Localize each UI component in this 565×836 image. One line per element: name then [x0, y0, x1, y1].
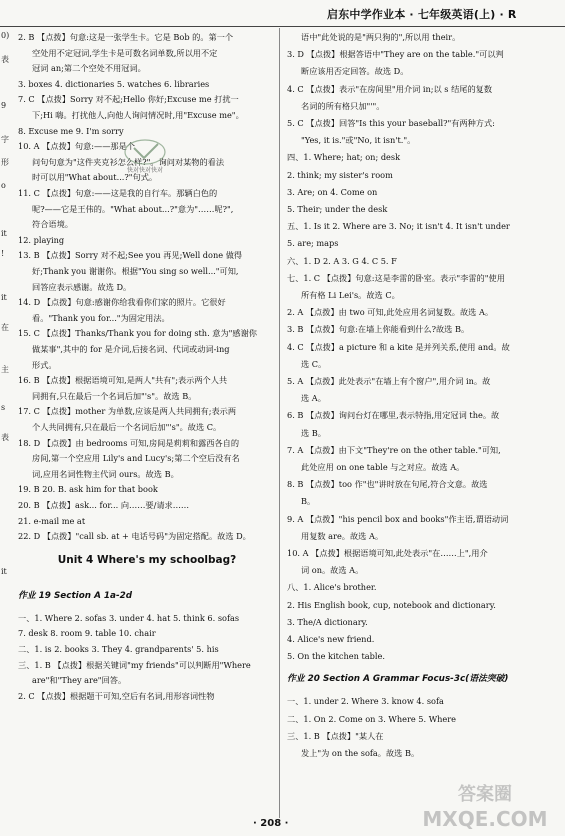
answer-line: 5. are; maps	[287, 238, 339, 249]
answer-line: 选 B。	[301, 427, 326, 438]
edge-fragment: 0)	[1, 31, 10, 40]
svg-text:快对快对快对: 快对快对快对	[126, 167, 164, 174]
edge-fragment: 表	[1, 55, 9, 64]
section-heading: 作业 19 Section A 1a-2d	[18, 590, 133, 601]
answer-line: 7. A 【点拨】由下文"They're on the other table."可知,	[287, 444, 501, 455]
answer-line: 回答应表示感谢。故选 D。	[32, 281, 132, 292]
answer-line: 形式。	[32, 359, 57, 370]
answer-line: 2. B 【点拨】句意:这是一张学生卡。它是 Bob 的。第一个	[18, 32, 234, 42]
edge-fragment: o	[1, 181, 6, 190]
page-header	[0, 6, 565, 24]
unit-title: Unit 4 Where's my schoolbag?	[57, 553, 237, 566]
answer-line: 5. Their; under the desk	[287, 204, 388, 214]
edge-fragment: it	[1, 293, 7, 302]
answer-line: B。	[301, 496, 316, 507]
header-rule	[0, 26, 565, 27]
answer-line: 15. C 【点拨】Thanks/Thank you for doing sth. 意为"感谢你	[18, 328, 257, 339]
answer-line: 三、1. B 【点拨】"某人在	[287, 730, 384, 741]
answer-line: 选 C。	[301, 358, 327, 369]
answer-line: 房间,第一个空应用 Lily's and Lucy's;第二个空后没有名	[32, 453, 240, 464]
answer-line: 10. A 【点拨】句意:——那是个	[18, 141, 135, 152]
edge-fragment: s	[1, 403, 6, 412]
answer-line: 18. D 【点拨】由 bedrooms 可知,房间是莉莉和露西各自的	[18, 437, 240, 448]
answer-line: 16. B 【点拨】根据语境可知,是两人"共有";表示两个人共	[18, 375, 228, 386]
answer-line: 个人共同拥有,只在最后一个名词后加"'s"。故选 C。	[32, 422, 222, 432]
edge-fragment: 9	[1, 101, 7, 110]
answer-line: 3. D 【点拨】根据答语中"They are on the table."可以判	[287, 49, 504, 60]
answer-line: 所有格 Li Lei's。故选 C。	[301, 290, 400, 300]
edge-fragment: 表	[1, 433, 9, 442]
answer-line: 一、1. under 2. Where 3. know 4. sofa	[287, 696, 444, 707]
answer-line: 5. A 【点拨】此处表示"在墙上有个窗户",用介词 in。故	[287, 376, 491, 386]
answer-line: 11. C 【点拨】句意:——这是我的自行车。那辆白色的	[18, 188, 218, 198]
svg-text:MXQE.COM: MXQE.COM	[422, 807, 548, 831]
answer-line: 时可以用"What about...?"句式。	[32, 172, 158, 183]
answer-line: 12. playing	[18, 234, 65, 245]
answer-line: 用复数 are。故选 A。	[301, 530, 384, 541]
answer-line: 好;Thank you 谢谢你。根据"You sing so well..."可知,	[32, 266, 239, 276]
answer-line: 符合语境。	[32, 219, 73, 230]
answer-line: 八、1. Alice's brother.	[287, 582, 377, 593]
answer-line: 三、1. B 【点拨】根据关键词"my friends"可以判断用"Where	[18, 659, 251, 670]
answer-line: 冠词 an;第二个空处不用冠词。	[32, 63, 146, 74]
answer-line: 2. A 【点拨】由 two 可知,此处应用名词复数。故选 A。	[287, 307, 494, 318]
answer-line: 断应该用否定回答。故选 D。	[301, 66, 409, 77]
answer-line: 22. D 【点拨】"call sb. at + 电话号码"为固定搭配。故选 D。	[18, 531, 251, 542]
section-heading: 作业 20 Section A Grammar Focus-3c(语法突破)	[287, 674, 509, 685]
answer-line: 四、1. Where; hat; on; desk	[287, 152, 401, 163]
answer-line: are"和"They are"回答。	[32, 675, 127, 686]
answer-line: 2. C 【点拨】根据题干可知,空后有名词,用形容词性物	[18, 690, 215, 701]
answer-line: 问句句意为"这件夹克衫怎么样?"。询问对某物的看法	[32, 156, 225, 167]
answer-line: 六、1. D 2. A 3. G 4. C 5. F	[287, 255, 397, 266]
answer-line: 5. C 【点拨】回答"Is this your baseball?"有两种方式:	[287, 118, 495, 128]
answer-line: 10. A 【点拨】根据语境可知,此处表示"在……上",用介	[287, 548, 488, 558]
answer-line: 3. boxes 4. dictionaries 5. watches 6. libraries	[18, 78, 210, 89]
answer-line: 做某事",其中的 for 是介词,后接名词、代词或动词-ing	[32, 344, 230, 354]
answer-line: 19. B 20. B. ask him for that book	[18, 484, 158, 495]
answer-line: 一、1. Where 2. sofas 3. under 4. hat 5. think 6. sofas	[18, 612, 240, 623]
answer-line: 名词的所有格只加"'"。	[301, 100, 385, 111]
answer-line: 3. B 【点拨】句意:在墙上你能看到什么?故选 B。	[287, 324, 470, 335]
answer-line: 4. C 【点拨】a picture 和 a kite 是并列关系,使用 and。故	[287, 341, 510, 352]
answer-line: 20. B 【点拨】ask... for... 向……要/请求……	[18, 500, 190, 510]
answer-line: 呢?——它是王伟的。"What about...?"意为"……呢?",	[32, 203, 234, 214]
answer-line: 二、1. is 2. books 3. They 4. grandparents' 5. his	[18, 644, 219, 654]
header-title: 启东中学作业本 · 七年级英语(上) · R	[327, 8, 517, 21]
edge-fragment: it	[1, 567, 7, 576]
answer-line: 五、1. Is it 2. Where are 3. No; it isn't 4. It isn't under	[287, 221, 510, 232]
edge-fragment: !	[1, 249, 5, 258]
logo-stamp-icon	[110, 136, 180, 176]
answer-line: 语中"此处说的是"两只狗的",所以用 their。	[301, 32, 461, 42]
answer-line: 看。"Thank you for..."为固定用法。	[32, 312, 170, 323]
answer-line: 选 A。	[301, 393, 326, 404]
answer-line: 17. C 【点拨】mother 为单数,应该是两人共同拥有;表示两	[18, 406, 237, 417]
answer-line: 2. His English book, cup, notebook and dictionary.	[287, 599, 496, 610]
edge-fragment: 形	[1, 158, 9, 167]
answer-line: 发上"为 on the sofa。故选 B。	[301, 748, 420, 758]
edge-fragment: it	[1, 229, 7, 238]
answer-line: 6. B 【点拨】询问台灯在哪里,表示特指,用定冠词 the。故	[287, 410, 500, 421]
answer-line: 4. C 【点拨】表示"在房间里"用介词 in;以 s 结尾的复数	[287, 83, 493, 94]
answer-line: 7. C 【点拨】Sorry 对不起;Hello 你好;Excuse me 打扰一	[18, 94, 239, 105]
answer-line: 8. Excuse me 9. I'm sorry	[18, 125, 124, 136]
answer-line: 13. B 【点拨】Sorry 对不起;See you 再见;Well done 做得	[18, 250, 243, 261]
answer-line: 下;Hi 嗨。打扰他人,向他人询问情况时,用"Excuse me"。	[32, 110, 244, 120]
edge-fragment: 在	[1, 323, 9, 332]
answer-line: 14. D 【点拨】句意:感谢你给我看你们家的照片。它很好	[18, 297, 226, 308]
answer-line: 同拥有,只在最后一个名词后加"'s"。故选 B。	[32, 390, 197, 401]
answer-line: 7. desk 8. room 9. table 10. chair	[18, 628, 156, 639]
answer-line: 3. Are; on 4. Come on	[287, 186, 378, 197]
answer-line: 9. A 【点拨】"his pencil box and books"作主语,谓语动词	[287, 513, 509, 524]
answer-line: "Yes, it is."或"No, it isn't."。	[301, 135, 416, 146]
edge-fragment: 字	[1, 135, 9, 144]
answer-line: 二、1. On 2. Come on 3. Where 5. Where	[287, 713, 457, 724]
answer-line: 此处应用 on one table 与之对应。故选 A。	[301, 462, 465, 472]
answer-line: 8. B 【点拨】too 作"也"讲时放在句尾,符合文意。故选	[287, 479, 488, 490]
answer-line: 3. The/A dictionary.	[287, 616, 368, 627]
page-number: · 208 ·	[253, 818, 289, 829]
answer-line: 词 on。故选 A。	[301, 565, 364, 576]
answer-line: 5. On the kitchen table.	[287, 651, 385, 662]
answer-line: 七、1. C 【点拨】句意:这是李雷的卧室。表示"李雷的"使用	[287, 272, 505, 283]
answer-line: 21. e-mail me at	[18, 515, 86, 526]
svg-text:答案圈: 答案圈	[458, 784, 512, 805]
answer-line: 4. Alice's new friend.	[287, 634, 375, 644]
edge-fragment: 主	[1, 365, 9, 374]
watermark-logo	[410, 778, 560, 833]
answer-line: 2. think; my sister's room	[287, 169, 393, 180]
answer-line: 词,应用名词性物主代词 ours。故选 B。	[32, 468, 179, 479]
answer-line: 空处用不定冠词,学生卡是可数名词单数,所以用不定	[32, 47, 218, 58]
